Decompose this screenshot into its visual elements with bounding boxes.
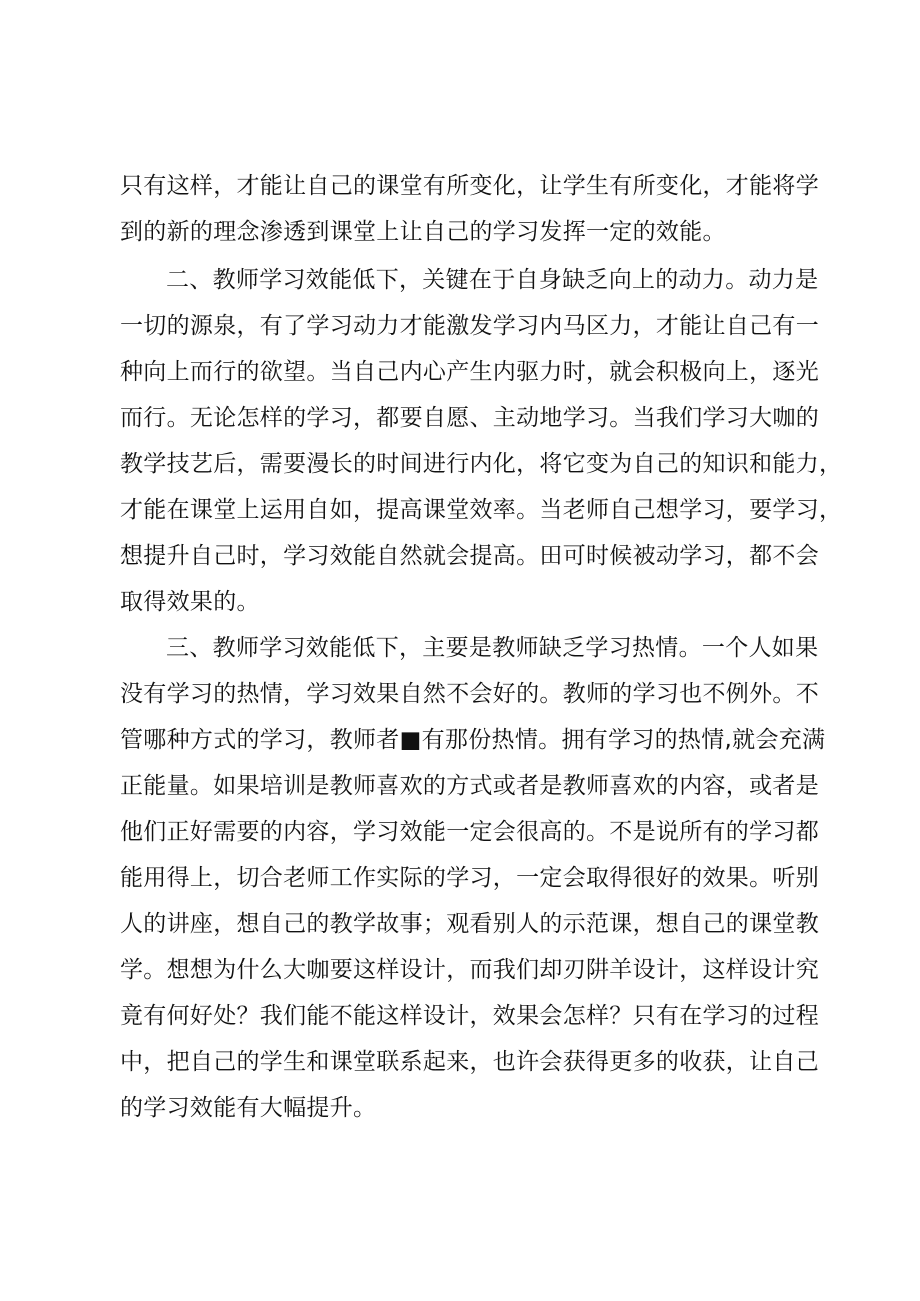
text-line: 而行。无论怎样的学习，都要自愿、主动地学习。当我们学习大咖的 [120,405,819,431]
text-line: 种向上而行的欲望。当自己内心产生内驱力时，就会积极向上，逐光 [120,359,819,385]
text-line: 三、教师学习效能低下，主要是教师缺乏学习热情。一个人如果 [166,635,819,661]
text-line: 教学技艺后，需要漫长的时间进行内化，将它变为自己的知识和能力， [120,451,843,477]
text-line: 管哪种方式的学习，教师者■有那份热情。拥有学习的热情,就会充满 [120,727,826,753]
text-line: 想提升自己时，学习效能自然就会提高。田可时候被动学习，都不会 [120,543,819,569]
text-line: 中，把自己的学生和课堂联系起来，也许会获得更多的收获，让自己 [120,1049,819,1075]
text-line: 他们正好需要的内容，学习效能一定会很高的。不是说所有的学习都 [120,819,819,845]
text-line: 到的新的理念渗透到课堂上让自己的学习发挥一定的效能。 [120,219,726,245]
text-line: 竟有何好处？我们能不能这样设计，效果会怎样？只有在学习的过程 [120,1003,819,1029]
text-line: 才能在课堂上运用自如，提高课堂效率。当老师自己想学习，要学习， [120,497,843,523]
text-line: 人的讲座，想自己的教学故事；观看别人的示范课，想自己的课堂教 [120,911,819,937]
text-line: 二、教师学习效能低下，关键在于自身缺乏向上的动力。动力是 [166,267,819,293]
text-line: 只有这样，才能让自己的课堂有所变化，让学生有所变化，才能将学 [120,173,819,199]
text-line: 正能量。如果培训是教师喜欢的方式或者是教师喜欢的内容，或者是 [120,773,819,799]
text-line: 学。想想为什么大咖要这样设计，而我们却刃阱羊设计，这样设计究 [120,957,819,983]
text-line: 能用得上，切合老师工作实际的学习，一定会取得很好的效果。听别 [120,865,819,891]
text-line: 一切的源泉，有了学习动力才能激发学习内马区力，才能让自己有一 [120,313,819,339]
text-line: 没有学习的热情，学习效果自然不会好的。教师的学习也不例外。不 [120,681,819,707]
text-line: 取得效果的。 [120,589,260,615]
text-line: 的学习效能有大幅提升。 [120,1095,377,1121]
